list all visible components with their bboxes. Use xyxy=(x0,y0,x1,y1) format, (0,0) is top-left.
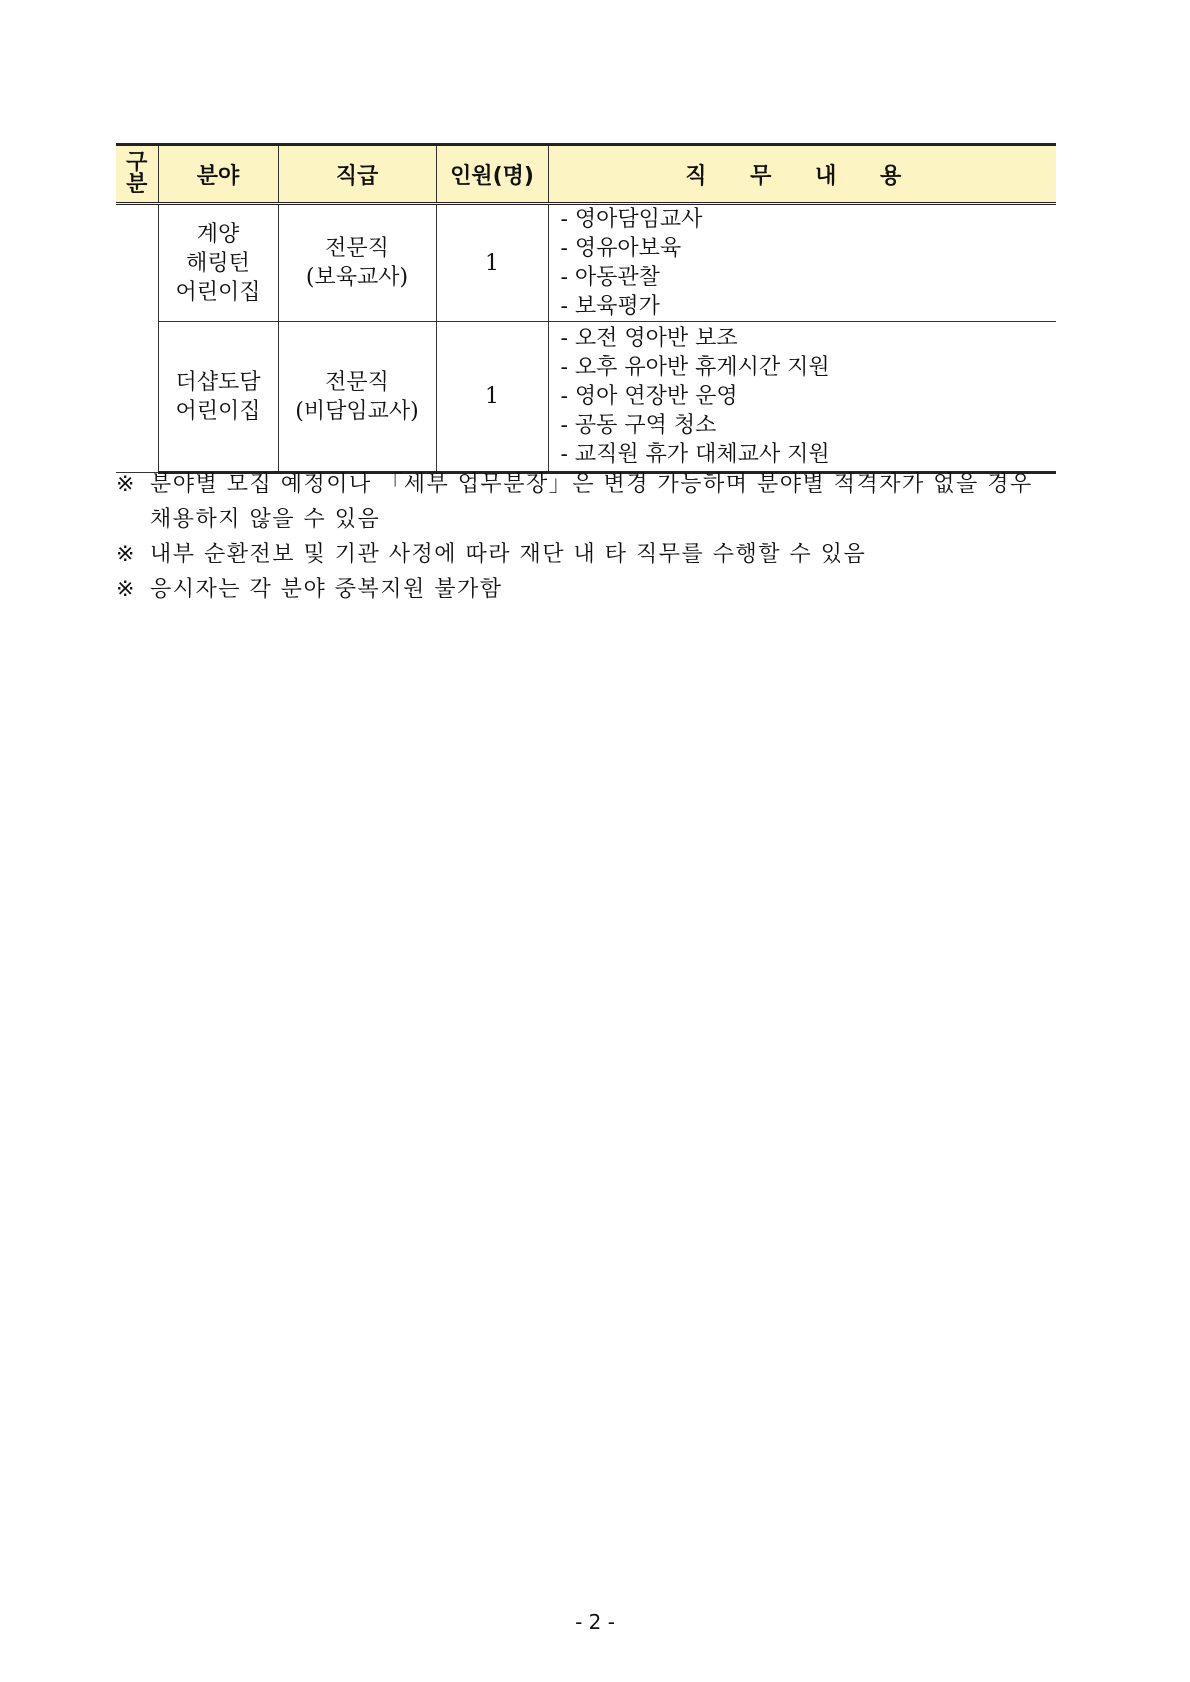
note-item xyxy=(116,572,1086,607)
table-header-row xyxy=(116,145,1056,204)
field-cell: 계양 해링턴 어린이집 xyxy=(158,204,278,322)
notes-section xyxy=(116,467,1086,607)
duty-cell: - 오전 영아반 보조 - 오후 유아반 휴게시간 지원 - 영아 연장반 운영 - 공동 구역 청소 - 교직원 휴가 대체교사 지원 xyxy=(548,322,1056,473)
reference-mark: ※ xyxy=(116,472,135,497)
reference-mark: ※ xyxy=(116,577,135,602)
header-duty: 직 무 내 용 xyxy=(548,145,1056,204)
note-text: 채용하지 않을 수 있음 xyxy=(150,507,381,532)
note-item xyxy=(116,467,1086,537)
header-grade: 직급 xyxy=(278,145,436,204)
count-cell: 1 xyxy=(436,322,548,473)
header-gubun: 구 분 xyxy=(116,145,158,204)
gubun-cell xyxy=(116,204,158,473)
note-text: 내부 순환전보 및 기관 사정에 따라 재단 내 타 직무를 수행할 수 있음 xyxy=(150,542,867,567)
recruitment-table xyxy=(116,143,1056,474)
grade-cell: 전문직 (비담임교사) xyxy=(278,322,436,473)
count-cell: 1 xyxy=(436,204,548,322)
note-text: 응시자는 각 분야 중복지원 불가함 xyxy=(150,577,503,602)
header-count: 인원(명) xyxy=(436,145,548,204)
header-field: 분야 xyxy=(158,145,278,204)
page-number: - 2 - xyxy=(575,1610,615,1634)
table-row xyxy=(116,204,1056,322)
reference-mark: ※ xyxy=(116,542,135,567)
table-row xyxy=(116,322,1056,473)
duty-cell: - 영아담임교사 - 영유아보육 - 아동관찰 - 보육평가 xyxy=(548,204,1056,322)
grade-cell: 전문직 (보육교사) xyxy=(278,204,436,322)
note-text: 분야별 모집 예정이나 「세부 업무분장」은 변경 가능하며 분야별 적격자가 없을 경우 xyxy=(150,472,1033,497)
note-item xyxy=(116,537,1086,572)
field-cell: 더샵도담 어린이집 xyxy=(158,322,278,473)
